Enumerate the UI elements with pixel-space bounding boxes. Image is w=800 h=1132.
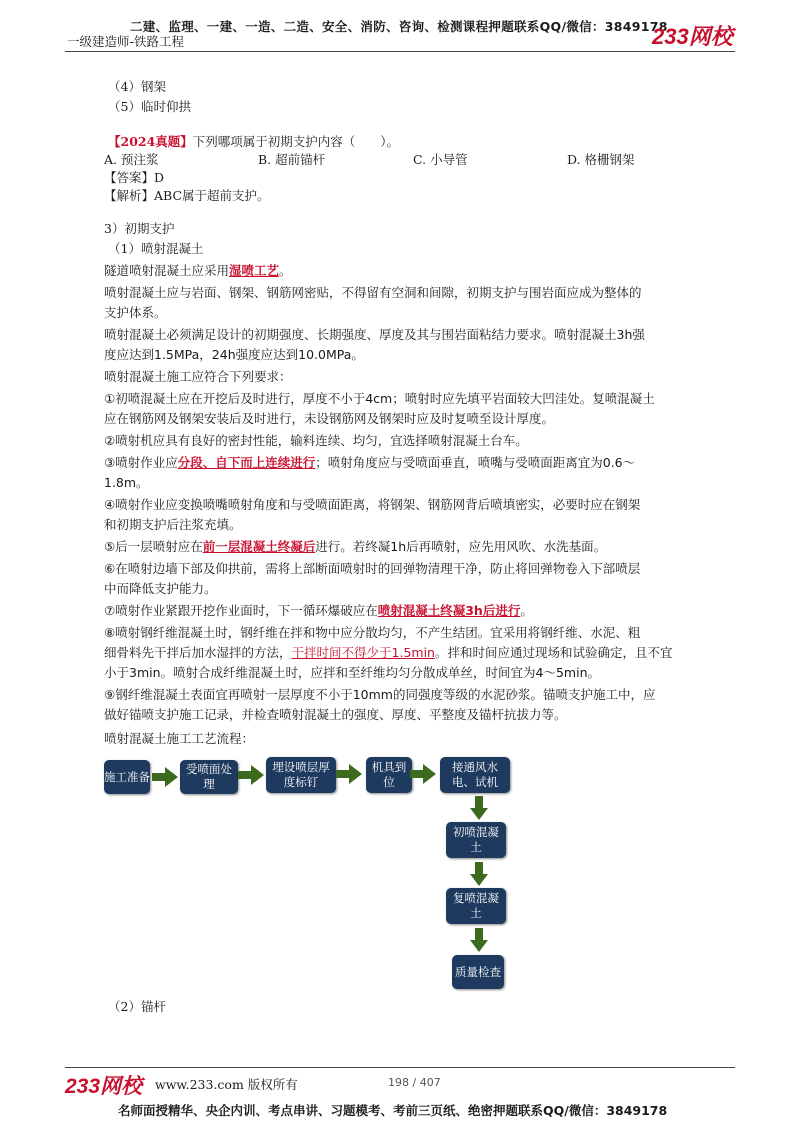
header-divider [65,51,735,52]
req-5-text: ⑤后一层喷射应在 [104,539,203,554]
para-4: 喷射混凝土施工应符合下列要求： [104,369,292,384]
req-6-line-2: 中而降低支护能力。 [104,581,217,596]
flow-step-re-spray: 复喷混凝土 [446,888,506,924]
highlight-3h: 喷射混凝土终凝3h后进行 [377,603,521,618]
req-1-line-2: 应在钢筋网及钢架安装后及时进行，未设钢筋网及钢架时应及时复喷至设计厚度。 [104,411,555,426]
flow-arrow-7 [470,928,488,952]
highlight-wet-spray: 湿喷工艺 [229,263,280,278]
req-6-line-1: ⑥在喷射边墙下部及仰拱前，需将上部断面喷射时的回弹物清理干净，防止将回弹物卷入下部喷层 [104,561,641,576]
req-7 [104,602,533,620]
req-9-line-2: 做好锚喷支护施工记录，并检查喷射混凝土的强度、厚度、平整度及锚杆抗拔力等。 [104,707,567,722]
header-subtitle: 一级建造师-铁路工程 [67,34,185,49]
footer-logo: 233网校 [65,1075,143,1098]
req-5 [104,538,606,556]
para-1-end: 。 [279,263,292,278]
req-4-line-1: ④喷射作业应变换喷嘴喷射角度和与受喷面距离，将钢架、钢筋网背后喷填密实，必要时应在钢架 [104,497,641,512]
section-heading: 3）初期支护 [104,221,175,236]
option-b: B. 超前锚杆 [258,152,326,167]
flow-title: 喷射混凝土施工工艺流程： [104,731,255,746]
flow-step-surface: 受喷面处理 [180,760,238,794]
req-8-rest: 。拌和时间应通过现场和试验确定，且不宜 [434,645,673,660]
para-3-line-1: 喷射混凝土必须满足设计的初期强度、长期强度、厚度及其与围岩面粘结力要求。喷射混凝土3h强 [104,327,645,342]
header-logo: 233网校 [652,24,733,49]
para-2-line-2: 支护体系。 [104,305,167,320]
question-tag: 【2024真题】 [108,134,193,149]
req-8-text: 细骨料先干拌后加水湿拌的方法， [104,645,292,660]
footer-url: www.233.com 版权所有 [155,1077,298,1092]
flow-arrow-3 [336,764,362,784]
req-3-line-2: 1.8m。 [104,475,149,490]
req-3-line-1 [104,454,635,472]
subsection-1: （1）喷射混凝土 [108,241,204,256]
header-promo-line: 二建、监理、一建、一造、二造、安全、消防、咨询、检测课程押题联系QQ/微信：3849178 [130,19,668,34]
flow-arrow-1 [152,767,178,787]
para-1-text: 隧道喷射混凝土应采用 [104,263,230,278]
flow-step-equipment: 机具到位 [366,757,412,793]
question-text: 下列哪项属于初期支护内容（ ）。 [192,134,400,149]
option-c: C. 小导管 [413,152,468,167]
answer: 【答案】D [104,170,165,185]
question [108,133,399,151]
para-1 [104,262,292,280]
req-3-text: ③喷射作业应 [104,455,178,470]
req-8-line-3: 小于3min。喷射合成纤维混凝土时，应拌和至纤维均匀分散成单丝，时间宜为4～5min。 [104,665,601,680]
req-4-line-2: 和初期支护后注浆充填。 [104,517,242,532]
option-a: A. 预注浆 [104,152,159,167]
req-8-line-1: ⑧喷射钢纤维混凝土时，钢纤维在拌和物中应分散均匀，不产生结团。宜采用将钢纤维、水泥、粗 [104,625,641,640]
subsection-2: （2）锚杆 [108,999,166,1014]
flow-arrow-5 [470,796,488,820]
flow-step-inspection: 质量检查 [452,955,504,989]
analysis: 【解析】ABC属于超前支护。 [104,188,270,203]
flow-arrow-6 [470,862,488,886]
flow-step-initial-spray: 初喷混凝土 [446,822,506,858]
flow-step-utilities: 接通风水电、试机 [440,757,510,793]
req-9-line-1: ⑨钢纤维混凝土表面宜再喷射一层厚度不小于10mm的同强度等级的水泥砂浆。锚喷支护施工中，应 [104,687,656,702]
page-number: 198 / 407 [388,1076,441,1089]
req-1-line-1: ①初喷混凝土应在开挖后及时进行，厚度不小于4cm；喷射时应先填平岩面较大凹洼处。复喷混凝土 [104,391,655,406]
flow-step-prepare: 施工准备 [104,760,150,794]
highlight-dry-mix: 干拌时间不得少于1.5min [291,645,435,660]
footer-promo-line: 名师面授精华、央企内训、考点串讲、习题模考、考前三页纸、绝密押题联系QQ/微信：3849178 [118,1103,668,1118]
flow-step-marker: 埋设喷层厚度标钉 [266,757,336,793]
footer-divider [65,1067,735,1068]
item-5: （5）临时仰拱 [108,99,191,114]
flow-arrow-2 [238,765,264,785]
item-4: （4）钢架 [108,79,166,94]
highlight-segmented: 分段、自下而上连续进行 [177,455,316,470]
req-2: ②喷射机应具有良好的密封性能，输料连续、均匀，宜选择喷射混凝土台车。 [104,433,528,448]
option-d: D. 格栅钢架 [567,152,635,167]
flow-arrow-4 [410,764,436,784]
para-2-line-1: 喷射混凝土应与岩面、钢架、钢筋网密贴，不得留有空洞和间隙，初期支护与围岩面应成为整体的 [104,285,642,300]
req-7-text: ⑦喷射作业紧跟开挖作业面时，下一循环爆破应在 [104,603,378,618]
req-8-line-2 [104,644,672,662]
req-7-end: 。 [520,603,533,618]
req-5-rest: 进行。若终凝1h后再喷射，应先用风吹、水洗基面。 [315,539,607,554]
req-3-rest: ；喷射角度应与受喷面垂直，喷嘴与受喷面距离宜为0.6～ [315,455,636,470]
highlight-final-set: 前一层混凝土终凝后 [202,539,316,554]
para-3-line-2: 度应达到1.5MPa，24h强度应达到10.0MPa。 [104,347,364,362]
